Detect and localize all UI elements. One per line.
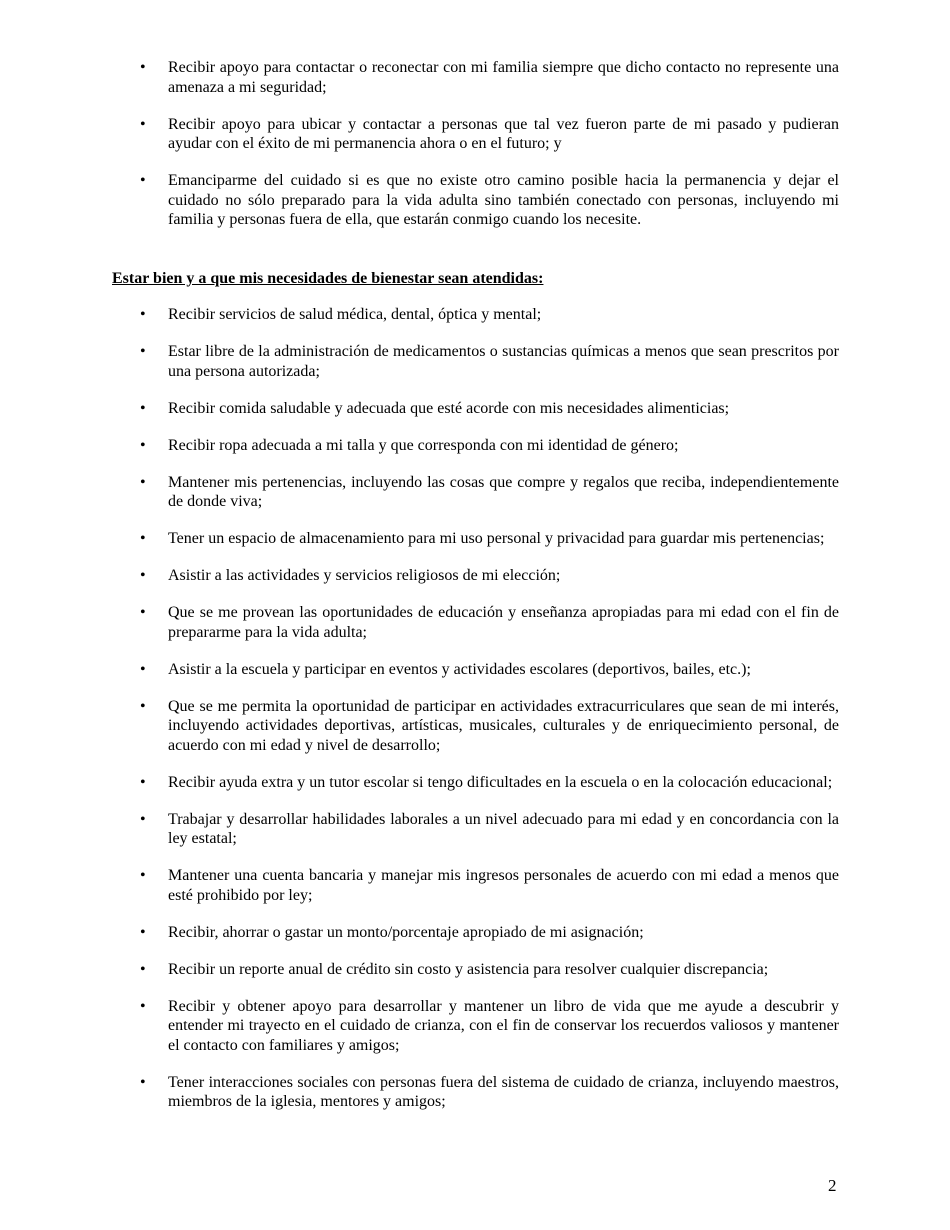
bullet-icon: •	[140, 997, 146, 1015]
list-item	[0, 473, 839, 512]
list-item-text: Recibir ropa adecuada a mi talla y que corresponda con mi identidad de género;	[168, 436, 679, 454]
bullet-icon: •	[140, 660, 146, 678]
list-item-text: Recibir apoyo para contactar o reconectar con mi familia siempre que dicho contacto no represente una amenaza a mi seguridad;	[168, 59, 839, 96]
list-item	[0, 171, 839, 230]
list-item	[0, 566, 839, 586]
bullet-icon: •	[140, 59, 146, 76]
list-item-text: Recibir comida saludable y adecuada que esté acorde con mis necesidades alimenticias;	[168, 399, 730, 417]
bullet-icon: •	[140, 436, 146, 454]
list-item-text: Trabajar y desarrollar habilidades laborales a un nivel adecuado para mi edad y en concordancia con la ley estatal;	[168, 810, 839, 847]
list-item	[0, 660, 839, 680]
list-item-text: Recibir, ahorrar o gastar un monto/porcentaje apropiado de mi asignación;	[168, 923, 644, 941]
page-number: 2	[828, 1176, 837, 1195]
list-item	[0, 997, 839, 1056]
bullet-icon: •	[140, 810, 146, 828]
list-item-text: Tener un espacio de almacenamiento para mi uso personal y privacidad para guardar mis pertenencias;	[168, 530, 825, 547]
bullet-icon: •	[140, 172, 146, 189]
list-item-text: Recibir ayuda extra y un tutor escolar si tengo dificultades en la escuela o en la colocación educacional;	[168, 773, 833, 791]
bullet-icon: •	[140, 1073, 146, 1091]
list-item-text: Que se me permita la oportunidad de participar en actividades extracurriculares que sean de mi interés, incluyendo actividades deportivas, artísticas, musicales, culturales y de enriquecimiento personal, de acuerdo con mi edad y nivel de desarrollo;	[168, 697, 839, 754]
list-item	[0, 773, 839, 793]
list-item	[0, 603, 839, 642]
list-item-text: Recibir apoyo para ubicar y contactar a personas que tal vez fueron parte de mi pasado y pudieran ayudar con el éxito de mi permanencia ahora o en el futuro; y	[168, 115, 839, 152]
list-item-text: Mantener mis pertenencias, incluyendo las cosas que compre y regalos que reciba, independientemente de donde viva;	[168, 473, 839, 510]
list-item-text: Recibir un reporte anual de crédito sin costo y asistencia para resolver cualquier discrepancia;	[168, 960, 769, 978]
list-item	[0, 115, 839, 154]
bullet-icon: •	[140, 697, 146, 715]
list-item-text: Recibir y obtener apoyo para desarrollar y mantener un libro de vida que me ayude a descubrir y entender mi trayecto en el cuidado de crianza, con el fin de conservar los recuerdos valiosos y mantener el contacto con familiares y amigos;	[168, 997, 839, 1054]
bullet-icon: •	[140, 567, 146, 584]
list-item	[0, 529, 839, 549]
list-item-text: Asistir a la escuela y participar en eventos y actividades escolares (deportivos, bailes, etc.);	[168, 660, 751, 678]
bullet-icon: •	[140, 399, 146, 417]
list-item	[0, 866, 839, 905]
bullet-icon: •	[140, 867, 146, 884]
bullet-icon: •	[140, 960, 146, 978]
list-item	[0, 697, 839, 756]
section-heading: Estar bien y a que mis necesidades de bienestar sean atendidas:	[112, 270, 544, 287]
bullet-icon: •	[140, 473, 146, 491]
list-item	[0, 1073, 839, 1112]
list-item-text: Mantener una cuenta bancaria y manejar mis ingresos personales de acuerdo con mi edad a menos que esté prohibido por ley;	[168, 867, 839, 904]
list-item	[0, 342, 839, 381]
bullet-icon: •	[140, 530, 146, 547]
list-item	[0, 305, 839, 325]
list-item	[0, 810, 839, 849]
bullet-icon: •	[140, 343, 146, 360]
list-item	[0, 960, 839, 980]
list-item	[0, 58, 839, 97]
list-item-text: Tener interacciones sociales con personas fuera del sistema de cuidado de crianza, incluyendo maestros, miembros de la iglesia, mentores y amigos;	[168, 1073, 839, 1110]
list-item-text: Recibir servicios de salud médica, dental, óptica y mental;	[168, 306, 542, 323]
bullet-icon: •	[140, 604, 146, 621]
list-item	[0, 923, 839, 943]
list-item-text: Asistir a las actividades y servicios religiosos de mi elección;	[168, 567, 561, 584]
bullet-icon: •	[140, 115, 146, 133]
wellbeing-bullet-list	[0, 305, 950, 1112]
bullet-icon: •	[140, 773, 146, 791]
bullet-icon: •	[140, 923, 146, 941]
list-item	[0, 436, 839, 456]
top-bullet-list	[0, 58, 950, 230]
list-item	[0, 399, 839, 419]
bullet-icon: •	[140, 306, 146, 323]
list-item-text: Que se me provean las oportunidades de educación y enseñanza apropiadas para mi edad con el fin de prepararme para la vida adulta;	[168, 604, 839, 641]
list-item-text: Estar libre de la administración de medicamentos o sustancias químicas a menos que sean prescritos por una persona autorizada;	[168, 343, 839, 380]
list-item-text: Emanciparme del cuidado si es que no existe otro camino posible hacia la permanencia y dejar el cuidado no sólo preparado para la vida adulta sino también conectado con personas, incluyendo mi familia y personas fuera de ella, que estarán conmigo cuando los necesite.	[168, 172, 839, 228]
